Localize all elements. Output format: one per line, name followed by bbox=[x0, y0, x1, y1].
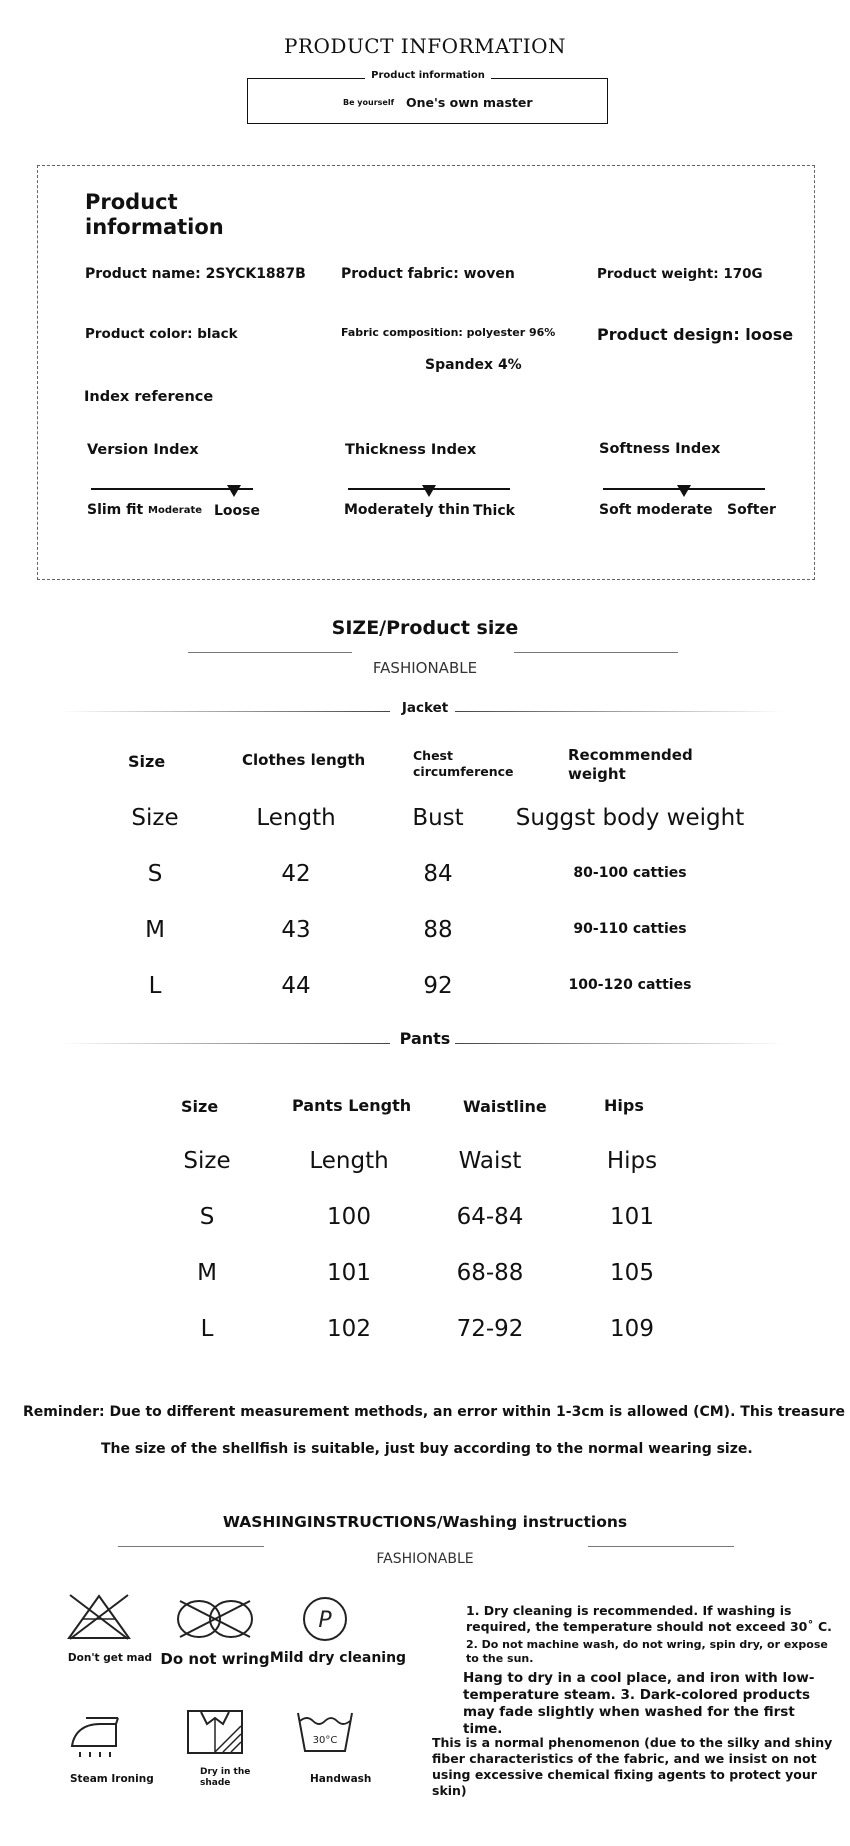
jacket-header-size: Size bbox=[128, 752, 166, 771]
pants-cell: 68-88 bbox=[456, 1260, 524, 1286]
product-weight: Product weight: 170G bbox=[597, 266, 763, 282]
dry-shade-label: Dry in the shade bbox=[200, 1767, 251, 1788]
thickness-index-marker bbox=[422, 485, 436, 497]
size-section-subtitle: FASHIONABLE bbox=[372, 659, 478, 677]
jacket-cell: 88 bbox=[423, 917, 453, 943]
pants-cell: 100 bbox=[327, 1204, 371, 1230]
jacket-rule-left bbox=[60, 711, 390, 712]
size-section-title: SIZE/Product size bbox=[331, 617, 519, 639]
softness-index-title: Softness Index bbox=[599, 441, 721, 457]
jacket-cell: 42 bbox=[281, 861, 311, 887]
softness-index-left: Soft moderate bbox=[599, 502, 713, 518]
jacket-label: Jacket bbox=[401, 700, 449, 716]
jacket-header-length: Clothes length bbox=[242, 751, 366, 769]
washing-note-2: 2. Do not machine wash, do not wring, spin dry, or expose to the sun. bbox=[466, 1638, 828, 1665]
hand-wash-icon bbox=[295, 1709, 355, 1755]
product-design: Product design: loose bbox=[597, 325, 794, 344]
pants-cell: M bbox=[197, 1260, 217, 1286]
do-not-wring-icon bbox=[175, 1598, 255, 1640]
tagline-small: Be yourself bbox=[343, 98, 395, 107]
pants-cell: 102 bbox=[327, 1316, 371, 1342]
product-info-heading: Product information bbox=[85, 190, 224, 239]
steam-iron-label: Steam Ironing bbox=[70, 1773, 154, 1785]
pants-rule-left bbox=[60, 1043, 390, 1044]
spandex-composition: Spandex 4% bbox=[425, 357, 522, 373]
version-index-marker bbox=[227, 485, 241, 497]
washing-note-3: Hang to dry in a cool place, and iron with low-temperature steam. 3. Dark-colored products may fade slightly when washed for the first time. bbox=[463, 1670, 815, 1737]
steam-iron-icon bbox=[66, 1714, 122, 1760]
washing-note-1: 1. Dry cleaning is recommended. If washing is required, the temperature should not exceed 30˚ C. bbox=[466, 1603, 832, 1634]
softness-index-right: Softer bbox=[727, 502, 776, 518]
jacket-cell: 80-100 catties bbox=[573, 865, 687, 881]
pants-cell: 101 bbox=[327, 1260, 371, 1286]
thickness-index-left: Moderately thin bbox=[344, 502, 470, 518]
svg-text:30°C: 30°C bbox=[312, 1735, 338, 1746]
page-title: PRODUCT INFORMATION bbox=[284, 34, 566, 58]
fabric-composition: Fabric composition: polyester 96% bbox=[341, 326, 556, 339]
jacket-cell: 44 bbox=[281, 973, 311, 999]
jacket-cell: 84 bbox=[423, 861, 453, 887]
pants-sub-size: Size bbox=[183, 1148, 231, 1174]
pants-cell: 101 bbox=[610, 1204, 654, 1230]
version-index-title: Version Index bbox=[87, 442, 199, 458]
dry-shade-icon bbox=[185, 1708, 245, 1756]
product-fabric: Product fabric: woven bbox=[341, 266, 515, 282]
washing-divider-right bbox=[588, 1546, 734, 1547]
tagline-main: One's own master bbox=[406, 95, 533, 110]
reminder-line-1: Reminder: Due to different measurement methods, an error within 1-3cm is allowed (CM). This treasure bbox=[23, 1404, 846, 1420]
pants-sub-waist: Waist bbox=[458, 1148, 522, 1174]
svg-text:P: P bbox=[318, 1608, 332, 1633]
pants-cell: 64-84 bbox=[456, 1204, 524, 1230]
jacket-cell: 43 bbox=[281, 917, 311, 943]
pants-cell: 109 bbox=[610, 1316, 654, 1342]
pants-cell: S bbox=[199, 1204, 215, 1230]
jacket-cell: 90-110 catties bbox=[573, 921, 687, 937]
dry-clean-icon bbox=[302, 1596, 348, 1642]
pants-cell: 105 bbox=[610, 1260, 654, 1286]
product-name: Product name: 2SYCK1887B bbox=[85, 266, 306, 282]
do-not-wring-label: Do not wring bbox=[160, 1650, 270, 1668]
reminder-line-2: The size of the shellfish is suitable, just buy according to the normal wearing size. bbox=[101, 1441, 753, 1457]
pants-label: Pants bbox=[399, 1029, 451, 1048]
pants-header-length: Pants Length bbox=[292, 1096, 412, 1115]
no-bleach-icon bbox=[66, 1593, 132, 1641]
hand-wash-label: Handwash bbox=[310, 1773, 372, 1785]
version-index-right: Loose bbox=[214, 503, 260, 519]
jacket-cell: M bbox=[145, 917, 165, 943]
no-bleach-label: Don't get mad bbox=[67, 1652, 153, 1664]
index-reference: Index reference bbox=[84, 389, 214, 405]
jacket-cell: S bbox=[147, 861, 163, 887]
washing-note-4: This is a normal phenomenon (due to the silky and shiny fiber characteristics of the fabric, and we insist on not using excessive chemical fixing agents to protect your skin) bbox=[432, 1735, 833, 1798]
jacket-rule-right bbox=[455, 711, 785, 712]
jacket-cell: 100-120 catties bbox=[568, 977, 692, 993]
washing-title: WASHINGINSTRUCTIONS/Washing instructions bbox=[222, 1513, 628, 1531]
washing-subtitle: FASHIONABLE bbox=[376, 1551, 474, 1567]
jacket-header-weight: Recommended weight bbox=[568, 746, 693, 783]
thickness-index-title: Thickness Index bbox=[345, 442, 477, 458]
pants-rule-right bbox=[455, 1043, 785, 1044]
version-index-left: Slim fit bbox=[87, 502, 144, 518]
pants-sub-hips: Hips bbox=[606, 1148, 658, 1174]
jacket-sub-size: Size bbox=[131, 805, 179, 831]
pants-header-waist: Waistline bbox=[463, 1097, 547, 1116]
jacket-sub-weight: Suggst body weight bbox=[515, 805, 745, 831]
pants-cell: 72-92 bbox=[456, 1316, 524, 1342]
divider-left bbox=[188, 652, 352, 653]
jacket-sub-length: Length bbox=[256, 805, 336, 831]
version-index-mid: Moderate bbox=[148, 505, 203, 516]
jacket-sub-bust: Bust bbox=[412, 805, 464, 831]
washing-divider-left bbox=[118, 1546, 264, 1547]
pants-header-size: Size bbox=[181, 1097, 219, 1116]
pants-header-hips: Hips bbox=[604, 1096, 644, 1115]
jacket-cell: L bbox=[148, 973, 162, 999]
pants-cell: L bbox=[200, 1316, 214, 1342]
jacket-cell: 92 bbox=[423, 973, 453, 999]
pants-sub-length: Length bbox=[309, 1148, 389, 1174]
softness-index-marker bbox=[677, 485, 691, 497]
thickness-index-right: Thick bbox=[473, 503, 515, 519]
jacket-header-chest: Chest circumference bbox=[413, 748, 514, 779]
dry-clean-label: Mild dry cleaning bbox=[269, 1650, 407, 1666]
tagline-box-label: Product information bbox=[365, 70, 491, 81]
product-color: Product color: black bbox=[85, 326, 238, 342]
divider-right bbox=[514, 652, 678, 653]
